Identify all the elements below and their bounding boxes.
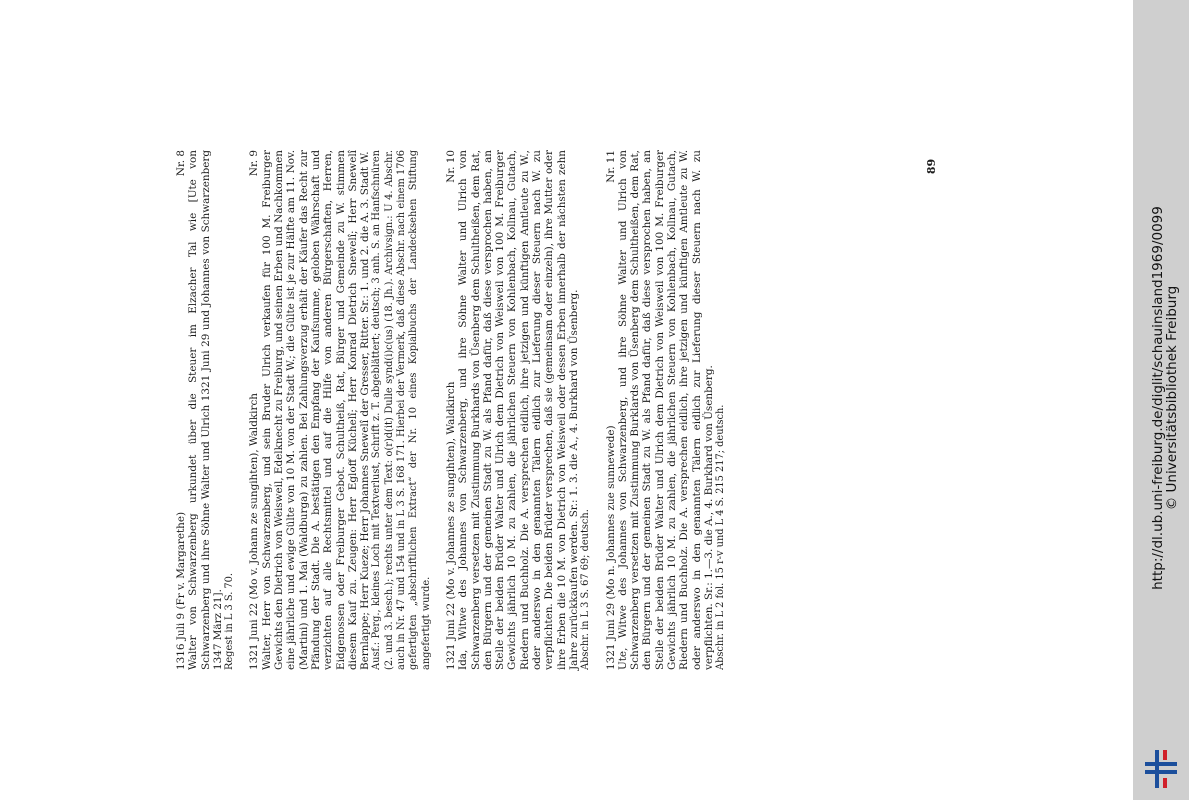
entry-nr-10 (445, 150, 593, 670)
library-sidebar (1133, 0, 1189, 800)
entry-nr-9 (248, 150, 432, 670)
source-url[interactable]: http://dl.ub.uni-freiburg.de/diglit/schauinsland1969/0099 (1150, 206, 1166, 590)
entry-body: Ida, Witwe des Johannes von Schwarzenberg, und ihre Söhne Walter und Ulrich von Schwarzenberg versetzen mit Zustimmung Burkhards von Üsenberg dem Schultheißen, dem Rat, den Bürgern und der gemeinen Stadt zu W. als Pfand dafür, daß diese versprochen haben, an Stelle der beiden Brüder Walter und Ulrich dem Dietrich von Weisweil von 100 M. Freiburger Gewichts jährlich 10 M. zu zahlen, die jährlichen Steuern von Kohlenbach, Kollnau, Gutach, Riedern und Buchholz. Die A. versprechen eidlich, ihre jetzigen und künftigen Amtleute zu W., oder anderswo in den genannten Tälern eidlich zur Lieferung dieser Steuern nach W. zu verpflichten. Die beiden Brüder versprechen, daß sie (gemeinsam oder einzeln), ihre Mutter oder ihre Erben die 10 M. von Dietrich von Weisweil oder dessen Erben innerhalb der nächsten zehn Jahre zurückkaufen werden. Sr.: 1. 3. die A., 4. Burkhard von Üsenberg. (457, 150, 580, 670)
entry-note: Ausf.: Perg., kleines Loch mit Textverlust, Schrift z. T. abgeblättert; deutsch; 3 anh. S. an Hanfschnüren (2. und 3. besch.); rechts unter dem Text: o(r)d(it) Dulle synd(i)c(us) (18. Jh.). Archivsign.: U 4. Abschr. auch in Nr. 47 und 154 und in L 3 S. 168 171. Hierbei der Vermerk, daß diese Abschr. nach einem 1706 gefertigten „abschriftlichen Extract“ der Nr. 10 eines Kopialbuchs der Landecksehen Stiftung angefertigt wurde. (371, 150, 432, 670)
entry-header (175, 150, 187, 670)
entry-header (445, 150, 457, 670)
entry-number: Nr. 9 (248, 150, 261, 177)
entry-date: 1321 Juni 29 (Mo n. Johannes zue sunnewede) (604, 425, 617, 670)
entry-body: Ute, Witwe des Johannes von Schwarzenberg, und ihre Söhne Walter und Ulrich von Schwarzenberg versetzen mit Zustimmung Burklards von Üsenberg dem Schultheißen, dem Rat, den Bürgern und der gemeinen Stadt zu W. als Pfand dafür, daß diese versprochen haben, an Stelle der beiden Brüder Walter und Ulrich dem Dietrich von Weisweil von 100 M. Freiburger Gewichts jährlich 10 M. zu zahlen, die jährlichen Steuern von Kohlenbach, Kollnau, Gutach, Riedern und Buchholz. Die A. versprechen eidlich, ihre jetzigen und künftigen Amtleute zu W. oder anderswo in den genannten Tälern eidlich zur Lieferung dieser Steuern nach W. zu verpflichten. Sr.: 1.—3. die A., 4. Burkhard von Üsenberg. (616, 150, 715, 670)
copyright-notice: © Universitätsbibliothek Freiburg (1164, 285, 1180, 511)
entry-body: Walter von Schwarzenberg urkundet über die Steuer im Elzacher Tal wie [Ute von Schwarzenberg und ihre Söhne Walter und Ulrich 1321 Juni 29 und Johannes von Schwarzenberg 1347 März 21]. (187, 150, 224, 670)
entry-note: Abschr. in L 3 S. 67 69; deutsch. (580, 509, 592, 670)
entry-date: 1321 Juni 22 (Mo v. Johannes ze sungihten), Waldkirch (444, 381, 457, 670)
entry-nr-8 (175, 150, 236, 670)
entry-number: Nr. 11 (604, 150, 617, 183)
entry-note: Regest in L 3 S. 70. (224, 572, 236, 670)
entry-date: 1316 Juli 9 (Fr v. Margarethe) (175, 511, 187, 670)
entry-header (605, 150, 617, 670)
page-number: 89 (925, 158, 939, 175)
entry-date: 1321 Juni 22 (Mo v. Johann ze sungihten), Waldkirch (248, 393, 261, 670)
entry-number: Nr. 10 (444, 150, 457, 183)
library-logo-icon (1145, 744, 1177, 792)
entry-nr-11 (605, 150, 728, 670)
entry-header (248, 150, 260, 670)
entry-number: Nr. 8 (175, 150, 187, 177)
document-text (175, 150, 945, 670)
entry-note: Abschr. in L 2 fol. 15 r-v und L 4 S. 215 217; deutsch. (715, 404, 727, 670)
entry-body: Walter, Herr von Schwarzenberg, und sein Bruder Ulrich verkaufen für 100 M. Freiburger Gewichts den Dietrich von Weisweil, Edelknecht zu Freiburg, und seinen Erben und Nachkommen eine jährliche und ewige Gülte von 10 M. von der Stadt W.; die Gülte ist je zur Hälfte am 11. Nov. (Martini) und 1. Mai (Waldburga) zu zahlen. Bei Zahlungsverzug erhält der Käufer das Recht zur Pfändung der Stadt. Die A. bestätigen den Empfang der Kaufsumme, geloben Währschaft und verzichten auf alle Rechtsmittel und auf die Hilfe von anderen Bürgerschaften, Herren, Eidgenossen oder Freiburger Gebot. Schultheiß, Rat, Bürger und Gemeinde zu W. stimmen diesem Kauf zu. Zeugen: Herr Egloff Küchelî; Herr Konrad Dietrich Snewelî; Herr Snewelî Bernlappe; Herr Kueze; Herr Johannes Snewelî der Gresser, Ritter. Sr.: 1. und 2. die A. 3. Stadt W. (260, 149, 372, 670)
